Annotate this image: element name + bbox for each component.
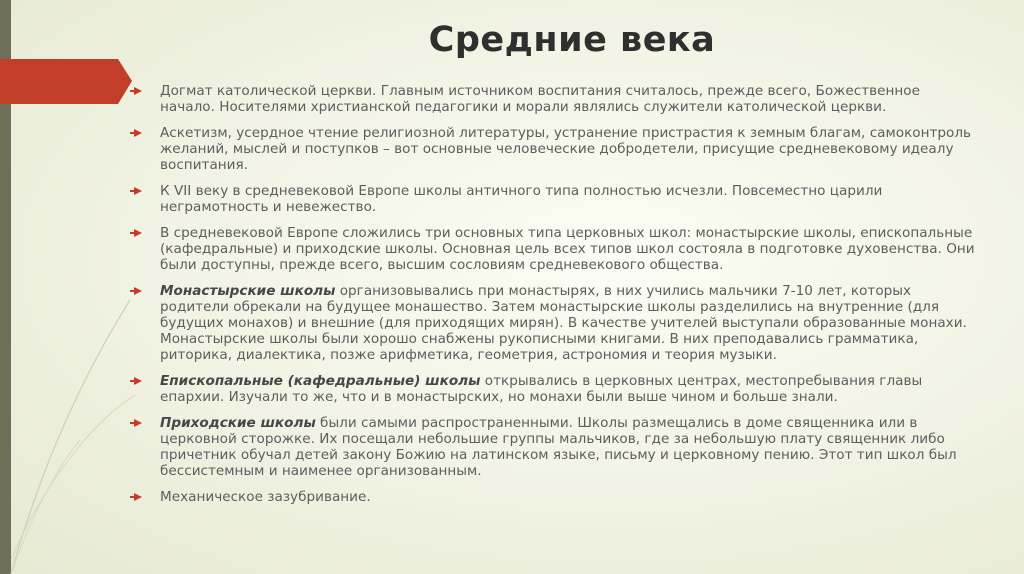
arrow-bullet-icon: [134, 493, 142, 501]
item-text: К VII веку в средневековой Европе школы античного типа полностью исчезли. Повсеместно царили неграмотность и невежество.: [160, 183, 883, 215]
list-item: [132, 373, 977, 405]
item-term: Монастырские школы: [160, 283, 336, 299]
item-text: организовывались при монастырях, в них учились мальчики 7-10 лет, которых родители обрекали на будущее монашество. Затем монастырские школы разделились на внутренние (для будущих монахов) и внешние (для приходящих мирян). В качестве учителей выступали образованные монахи. Монастырские школы были хорошо снабжены рукописными книгами. В них преподавались грамматика, риторика, диалектика, позже арифметика, геометрия, астрономия и теория музыки.: [160, 283, 967, 363]
arrow-bullet-icon: [134, 187, 142, 195]
list-item: [132, 489, 977, 505]
slide-title: Средние века: [428, 20, 716, 60]
list-item: [132, 125, 977, 173]
list-item: [132, 225, 977, 273]
arrow-bullet-icon: [134, 129, 142, 137]
item-term: Епископальные (кафедральные) школы: [160, 373, 481, 389]
item-text: открывались в церковных центрах, местопребывания главы епархии. Изучали то же, что и в монастырских, но монахи были выше чином и больше знали.: [160, 373, 923, 405]
arrow-bullet-icon: [134, 419, 142, 427]
arrow-bullet-icon: [134, 377, 142, 385]
list-item: [132, 183, 977, 215]
item-text: Аскетизм, усердное чтение религиозной литературы, устранение пристрастия к земным благам, самоконтроль желаний, мыслей и поступков – вот основные человеческие добродетели, присущие средневековому идеалу воспитания.: [160, 125, 972, 173]
item-term: Приходские школы: [160, 415, 316, 431]
item-text: были самыми распространенными. Школы размещались в доме священника или в церковной сторожке. Их посещали небольшие группы мальчиков, где за небольшую плату священник либо причетник обучал детей закону Божию на латинском языке, письму и церковному пению. Этот тип школ был бессистемным и наименее организованным.: [160, 415, 957, 479]
title-accent-tab: [0, 59, 132, 104]
arrow-bullet-icon: [134, 229, 142, 237]
list-item: [132, 415, 977, 479]
item-text: Механическое зазубривание.: [160, 489, 371, 505]
list-item: [132, 283, 977, 363]
list-item: [132, 83, 977, 115]
bullet-list: [132, 83, 977, 515]
item-text: В средневековой Европе сложились три основных типа церковных школ: монастырские школы, епископальные (кафедральные) и приходские школы. Основная цель всех типов школ состояла в подготовке духовенства. Они были доступны, прежде всего, высшим сословиям средневекового общества.: [160, 225, 975, 273]
arrow-bullet-icon: [134, 87, 142, 95]
arrow-bullet-icon: [134, 287, 142, 295]
item-text: Догмат католической церкви. Главным источником воспитания считалось, прежде всего, Божественное начало. Носителями христианской педагогики и морали являлись служители католической церкви.: [160, 83, 920, 115]
